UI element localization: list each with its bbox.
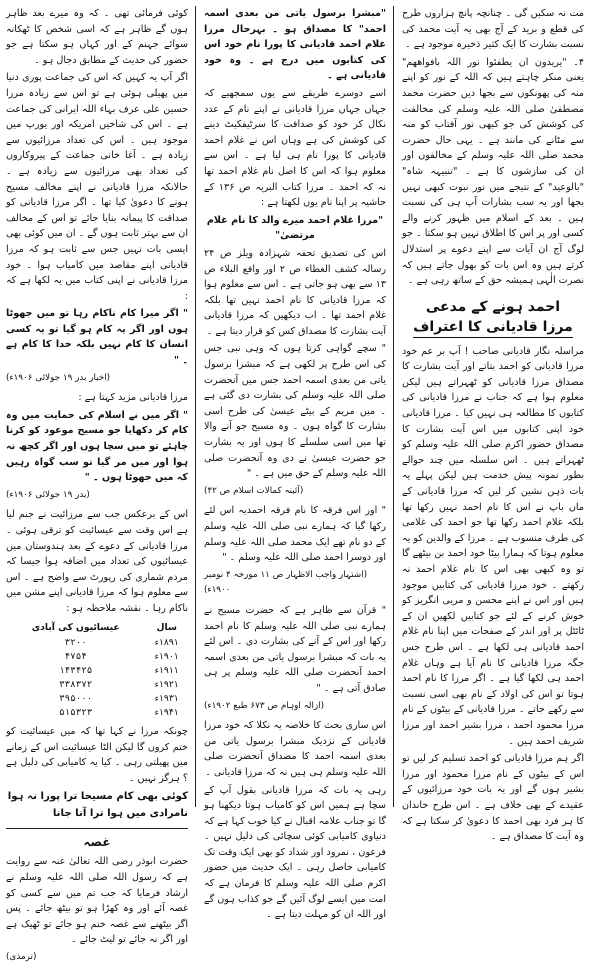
- table-row: [6, 650, 188, 664]
- table-row: [6, 678, 188, 692]
- column-divider: [393, 6, 394, 807]
- table-cell-year: ۱۹۰۱ء: [154, 651, 179, 663]
- population-table: [6, 619, 188, 721]
- verse-line: کوئی بھی کام مسیحا ترا پورا نہ ہوا: [7, 790, 188, 802]
- paragraph: حضرت ابوذر رضی اللہ تعالیٰ عنہ سے روایت ہے کہ رسول اللہ صلی اللہ علیہ وسلم نے ارشاد فرمایا کہ جب تم میں سے کسی کو غصہ آئے اور وہ کھڑا ہو تو بیٹھ جائے ۔ پس اگر بیٹھنے سے غصہ ختم ہو جائے تو ٹھیک ہے اور اگر نہ جائے تو لیٹ جائے ۔: [6, 856, 188, 946]
- paragraph: اس ساری بحث کا خلاصہ یہ نکلا کہ خود مرزا قادیانی کے نزدیک مبشرا برسول یاتی من بعدی اسمہ احمد کا مصداق آنحضرت صلی اللہ علیہ وسلم ہی ہیں نہ کہ مرزا قادیانی ۔: [204, 720, 386, 778]
- quote: "مبشرا برسول یاتی من بعدی اسمہ احمد" کا مصداق ہو ۔ بہرحال مرزا غلام احمد قادیانی کا پورا نام خود اس کی کتابوں میں درج ہے ۔ وہ خود قادیانی ہے ۔: [204, 8, 386, 82]
- paragraph: " اور اس فرقہ کا نام فرقہ احمدیہ اس لئے رکھا گیا کہ ہمارے نبی صلی اللہ علیہ وسلم کے دو نام تھے ایک محمد صلی اللہ علیہ وسلم اور دوسرا احمد صلی اللہ علیہ وسلم ۔ ": [204, 505, 386, 564]
- table-row: [6, 706, 188, 720]
- table-header-population: عیسائیوں کی آبادی: [31, 621, 120, 633]
- table-row: [6, 636, 188, 650]
- paragraph: اگر ہم مرزا قادیانی کو احمد تسلیم کر لیں تو اس کے بیٹوں کے نام مرزا محمود اور مرزا بشیر ہوں گے اور یہ بات خود مرزائیوں کے عقیدے کے بھی خلاف ہے ۔ اس طرح خاندان کا ہر فرد بھی احمد کا دعویٰ کر سکتا ہے کہ وہ آیت کا مصداق ہے ۔: [402, 753, 584, 843]
- paragraph: ۴۔ "یریدون ان یطفئوا نور اللہ بافواھھم" یعنی منکر چاہتے ہیں کہ اللہ کے نور کو اپنے منہ کی پھونکوں سے بجھا دیں حضرت محمد مصطفیٰ صلی اللہ علیہ وسلم کی مخالفت کی کوشش کی جو کبھی نور آفتاب کو منہ سے مٹانے کی مانند ہے ۔ یہی حال حضرت محمد صلی اللہ علیہ وسلم کے مخالفوں اور ان کی سازشوں کا ہے ۔ "تنبیہہ شاہ" "بالوعید" کے نتیجے میں نور نبوت کبھی نہیں بجھا اور یہ سب بشارات آپ ہی کی نسبت ہیں ۔ بعد کے اسلام میں ظہور کرنے والے کسی اور پر اس کا اطلاق نہیں ہو سکتا ۔ جو لوگ آج ان آیات سے اپنے دعوے پر استدلال کرتے ہیں وہ اس بات کو بھول جاتے ہیں کہ نصرت الٰہی ہمیشہ حق کے ساتھ رہی ہے ۔: [402, 56, 584, 287]
- paragraph: اس کی تصدیق تحفہ شہزادہ ویلز ص ۲۴ رسالہ کشف الغطاء ص ۲ اور واقع البلاء ص ۱۳ سے بھی ہو جاتی ہے ۔ اس سے معلوم ہوا کہ مرزا قادیانی کا نام احمد نہیں تھا بلکہ غلام احمد تھا ۔ اب دیکھیں کہ مرزا قادیانی آیت بشارت کا مصداق کس کو قرار دیتا ہے ۔: [204, 247, 386, 337]
- paragraph: رہی یہ بات کہ مرزا قادیانی بقول آپ کے سچا ہے ہمیں اس کو کامیاب ہوتا دیکھنا ہو گا تو جناب علامہ اقبال نے کیا خوب کہا ہے کہ دنیاوی کامیابی کوئی سچائی کی دلیل نہیں ۔ فرعون ، نمرود اور شداد کو بھی ایک وقت تک کامیابی حاصل رہی ۔ ایک حدیث میں حضور اکرم صلی اللہ علیہ وسلم کا فرمان ہے کہ امت میں ایسے لوگ آئیں گے جو کذاب ہوں گے اور اللہ ان کو مہلت دیتا ہے ۔: [204, 784, 386, 921]
- column-divider: [195, 6, 196, 807]
- section-heading: [402, 297, 584, 338]
- table-cell-year: ۱۸۹۱ء: [154, 637, 179, 649]
- table-cell-population: ۳۳۸۳۷۲: [59, 679, 93, 691]
- citation: (اخبار بدر ۱۹ جولائی ۱۹۰۶ء): [6, 372, 111, 383]
- citation: (ترمذی): [6, 951, 37, 962]
- heading-line-1: احمد ہونے کے مدعی: [425, 298, 561, 315]
- paragraph: " سچے گواہی کرتا ہوں کہ وہی نبی جس کی اس طرح پر لکھی ہے کہ مبشرا برسول یاتی من بعدی اسمہ احمد جس میں آنحضرت صلی اللہ علیہ وسلم کی بشارت دی گئی ہے ۔ میں مریم کے بیٹے عیسیٰ کی طرح اسی بشارت کا گواہ ہوں ۔ وہ مسیح جو آنے والا تھا میں اسی سلسلے کا ہوں اور یہ بشارت جو حضرت عیسیٰ نے دی وہ آنحضرت صلی اللہ علیہ وسلم کے حق میں ہے ۔ ": [204, 343, 386, 480]
- quote: "مرزا غلام احمد میرے والد کا نام غلام مرتضیٰ": [206, 214, 384, 242]
- paragraph: اس کے برعکس جب سے مرزائیت نے جنم لیا ہے اس وقت سے عیسائیت کو ترقی ہوئی ۔ مرزا قادیانی کے دعوے کے بعد ہندوستان میں عیسائیوں کی تعداد میں اضافہ ہوا جیسا کہ مردم شماری کی رپورٹ سے واضح ہے ۔ اس سے معلوم ہوا کہ مرزا قادیانی اپنے مشن میں ناکام رہا ۔ نقشہ ملاحظہ ہو :: [6, 509, 188, 614]
- table-cell-year: ۱۹۱۱ء: [154, 665, 179, 677]
- citation: (آئینہ کمالات اسلام ص ۴۲): [204, 485, 304, 496]
- verse-line: نامرادی میں ہوا ترا آنا جانا: [52, 808, 188, 820]
- table-cell-population: ۳۲۰۰: [64, 637, 87, 649]
- paragraph: مت نہ سکیں گی ۔ چنانچہ پانچ ہزاروں طرح کی قطع و برید کے آج بھی یہ آیت محمد کی نسبت بشارت کا ایک کثیر ذخیرہ موجود ہے ۔: [402, 8, 584, 51]
- paragraph: اگر آپ یہ کہیں کہ اس کی جماعت پوری دنیا میں پھیلی ہوئی ہے تو اس سے زیادہ مرزا حسین علی عرف بہاء اللہ ایرانی کی جماعت ہے ۔ اس کی شاخیں امریکہ اور یورپ میں موجود ہیں ۔ اس کی تعداد مرزائیوں سے زیادہ ہے ۔ آغا خانی جماعت کے پیروکاروں کی تعداد بھی مرزائیوں سے زیادہ ہے ۔ حالانکہ مرزا قادیانی نے اپنے مخالف مسیح ہونے کا دعویٰ کیا تھا ۔ اگر مرزا قادیانی کو صداقت کا پیمانہ بنایا جائے تو اس کے مخالف ان سے بہتر ثابت ہوں گے ۔ ان میں کوئی بھی ایسی بات نہیں جس سے ثابت ہو کہ مرزا قادیانی اپنے مقاصد میں کامیاب ہوا ۔ خود مرزا قادیانی نے اپنی کتاب میں یہ لکھا ہے کہ :: [6, 72, 188, 302]
- table-cell-population: ۳۹۵۰۰۰: [59, 693, 93, 705]
- quote: " اگر میں نے اسلام کی حمایت میں وہ کام کر دکھایا جو مسیح موعود کو کرنا چاہئے تو میں سچا ہوں اور اگر کچھ نہ ہوا اور میں مر گیا تو سب گواہ رہیں کہ میں جھوٹا ہوں ۔ ": [6, 409, 188, 484]
- table-cell-population: ۴۷۵۴: [64, 651, 87, 663]
- poetry-verse: [6, 789, 188, 805]
- table-header-year: سال: [156, 621, 177, 633]
- box-title: غصہ: [83, 834, 111, 849]
- paragraph: " قرآن سے ظاہر ہے کہ حضرت مسیح نے ہمارے نبی صلی اللہ علیہ وسلم کا نام احمد رکھا اور اس کے آنے کی بشارت دی ۔ اس لئے یہ بات کہ مبشرا برسول یاتی من بعدی اسمہ احمد آنحضرت صلی اللہ علیہ وسلم پر ہی صادق آتی ہے ۔ ": [204, 604, 386, 694]
- citation: (ازالہ اوہام ص ۶۷۳ طبع ۱۹۰۲ء): [204, 700, 325, 711]
- table-cell-population: ۵۱۵۳۲۳: [59, 707, 93, 719]
- citation: (اشتہار واجب الاظہار ص ۱۱ مورخہ ۴ نومبر ۱۹۰۰ء): [204, 569, 368, 596]
- citation: (بدر ۱۹ جولائی ۱۹۰۶ء): [6, 489, 90, 500]
- table-row: [6, 664, 188, 678]
- table-cell-population: ۱۴۳۴۲۵: [59, 665, 93, 677]
- heading-line-2: مرزا قادیانی کا اعتراف: [413, 317, 573, 338]
- quote: " اگر میرا کام ناکام رہا تو میں جھوٹا ہوں اور اگر یہ کام ہو گیا تو یہ کسی انسان کا کام نہیں بلکہ خدا کا کام ہے ۔ ": [6, 308, 188, 367]
- table-cell-year: ۱۹۲۱ء: [154, 679, 179, 691]
- right-column: [402, 6, 584, 843]
- poetry-verse: [6, 806, 188, 822]
- left-column: [6, 6, 188, 962]
- paragraph: مرزا قادیانی مزید کہتا ہے :: [78, 392, 188, 404]
- table-row: [6, 692, 188, 706]
- paragraph: کوئی فرمائی تھی ۔ کہ وہ میرے بعد ظاہر ہوں گے ظاہر ہے کہ اسی شخص کا ٹھکانہ سوائے جہنم کے اور کہاں ہو سکتا ہے جو حضور کی حدیث کے مطابق دجال ہو ۔: [6, 8, 188, 66]
- middle-column: [204, 6, 386, 921]
- table-cell-year: ۱۹۳۱ء: [154, 693, 179, 705]
- paragraph: اسے دوسرے طریقے سے یوں سمجھیے کہ جہاں جہاں مرزا قادیانی نے اپنے نام کے عدد نکال کر خود کو صداقت کا سرٹیفکیٹ دینے کی کوشش کی ہے وہاں اس نے غلام احمد قادیانی کا پورا نام ہی لیا ہے ۔ اس سے معلوم ہوا کہ اس کا اصل نام غلام احمد تھا نہ کہ احمد ۔ مرزا کتاب البریہ ص ۱۳۶ کے حاشیہ پر اپنا نام یوں لکھتا ہے :: [204, 87, 386, 209]
- paragraph: چونکہ مرزا نے کہا تھا کہ میں عیسائیت کو ختم کروں گا لیکن الٹا عیسائیت اس کے زمانے میں پھیلتی رہی ۔ کیا یہ کامیابی کی دلیل ہے ؟ ہرگز نہیں ۔: [6, 726, 188, 784]
- ghussa-box: [6, 828, 188, 965]
- table-cell-year: ۱۹۴۱ء: [154, 707, 179, 719]
- paragraph: مراسلہ نگار قادیانی صاحب ! آپ بر عم خود مرزا قادیانی کو احمد بتاتے اور آیت بشارت کا مصداق مرزا قادیانی کو ٹھہراتے ہیں لیکن معلوم ہوا ہے کہ جناب نے مرزا قادیانی کی کتابوں کا مطالعہ ہی نہیں کیا ۔ مرزا قادیانی خود اپنی کتابوں میں اس آیت بشارت کا مصداق حضور اکرم صلی اللہ علیہ وسلم کو ٹھہراتے ہیں ۔ اس سلسلہ میں چند حوالے بطور نمونہ پیش خدمت ہیں لیکن پہلے یہ بات ذہن نشین کر لیں کہ مرزا قادیانی کے ماں باپ نے اس کا نام احمد نہیں رکھا تھا بلکہ غلام احمد رکھا تھا جو احمد کی غلامی کی طرف منسوب ہے ۔ مرزا کے والدین کو یہ معلوم ہوتا کہ ہمارا بیٹا خود احمد بن بیٹھے گا تو وہ کبھی بھی اس کا نام غلام احمد نہ رکھتے ۔ خود مرزا قادیانی کی کتابیں موجود ہیں اور اس نے اپنے محسن و مربی انگریز کو خوش کرنے کے لئے جو کتابیں لکھیں ان کے ٹائٹل پر اور اندر کے صفحات میں اپنا نام غلام احمد قادیانی ہی لکھا ہے ۔ اس طرح جس جگہ مرزا قادیانی کا نام آیا ہے وہاں غلام احمد ہی لکھا گیا ہے ۔ اگر مرزا کا نام احمد ہوتا تو اس کی اولاد کے نام بھی اسی نسبت سے رکھے جاتے ۔ مرزا قادیانی کے بیٹوں کے نام مرزا محمود احمد ، مرزا بشیر احمد اور مرزا شریف احمد ہیں ۔: [402, 345, 584, 747]
